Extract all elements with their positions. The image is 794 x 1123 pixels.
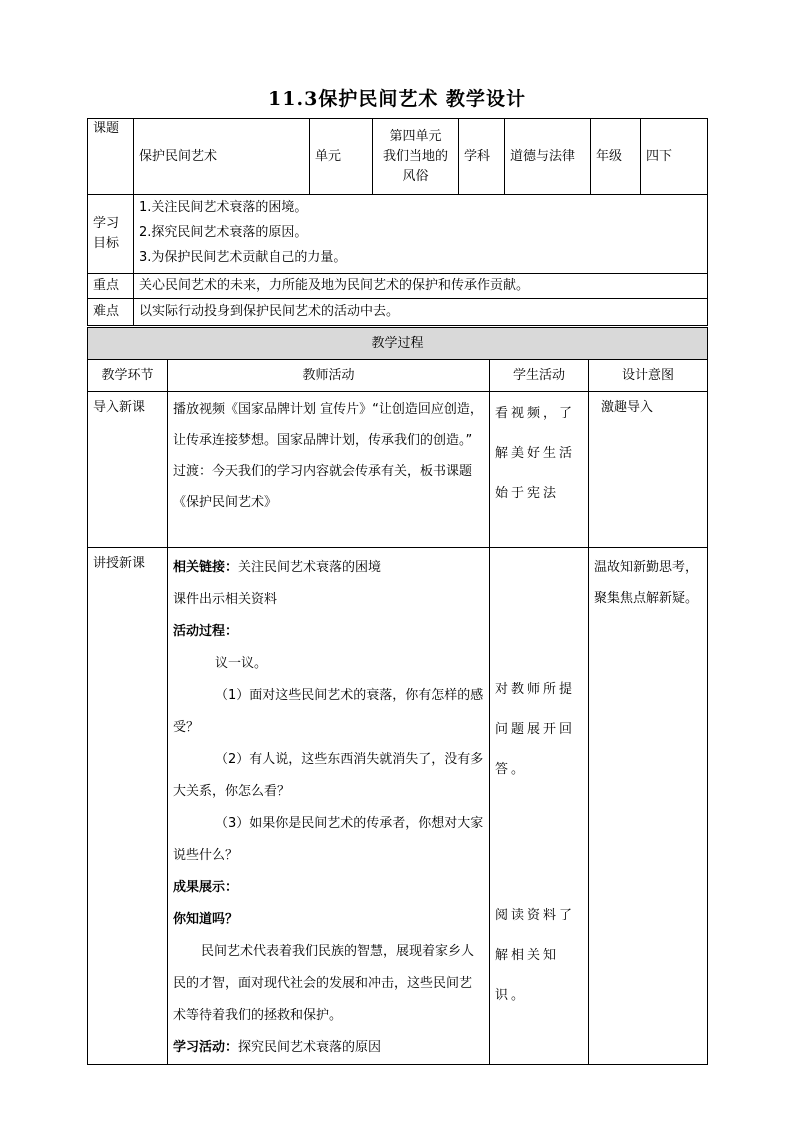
topic-label: 课题 (88, 119, 134, 195)
student-answer-line: 对教师所提 (495, 682, 576, 697)
intro-stage: 导入新课 (88, 392, 168, 548)
result-label: 成果展示： (173, 880, 239, 895)
intro-student-line: 始于宪法 (495, 486, 560, 501)
lecture-teacher (168, 548, 490, 1065)
know-label: 你知道吗？ (173, 912, 239, 927)
unit-value-line: 第四单元 (389, 128, 442, 144)
intro-student-line: 看视频，了 (495, 406, 576, 421)
lecture-intent: 温故知新勤思考，聚集焦点解新疑。 (589, 548, 708, 1065)
spacer (495, 548, 583, 670)
question-1: （1）面对这些民间艺术的衰落，你有怎样的感受？ (173, 688, 484, 735)
student-read-line: 解相关知识。 (495, 948, 560, 1003)
page-title: 11.3保护民间艺术 教学设计 (268, 88, 526, 110)
topic-value: 保护民间艺术 (134, 119, 310, 195)
col-header-student: 学生活动 (490, 360, 589, 392)
student-answer-line: 答。 (495, 762, 528, 777)
link-label: 相关链接： (173, 560, 239, 575)
goal-item: 1.关注民间艺术衰落的困境。 (139, 200, 308, 215)
study-line (173, 1032, 484, 1064)
subject-label: 学科 (459, 119, 505, 195)
lesson-info-table (87, 118, 708, 326)
intro-student-line: 解美好生活 (495, 446, 576, 461)
col-header-stage: 教学环节 (88, 360, 168, 392)
goals-list (134, 195, 708, 274)
question-3: （3）如果你是民间艺术的传承者，你想对大家说些什么？ (173, 816, 484, 863)
grade-value: 四下 (641, 119, 708, 195)
intro-student (490, 392, 589, 548)
know-text: 民间艺术代表着我们民族的智慧，展现着家乡人民的才智，面对现代社会的发展和冲击，这些民间艺术等待着我们的拯救和保护。 (173, 944, 475, 1023)
key-label: 重点 (88, 274, 134, 299)
col-header-teacher: 教师活动 (168, 360, 490, 392)
process-header: 教学过程 (88, 328, 708, 360)
lecture-student (490, 548, 589, 1065)
teaching-process-table (87, 327, 708, 1065)
lecture-row (88, 548, 708, 1065)
unit-value-line: 风俗 (402, 168, 429, 184)
intro-transition-text: 过渡：今天我们的学习内容就会传承有关，板书课题《保护民间艺术》 (173, 464, 473, 510)
courseware-text: 课件出示相关资料 (173, 592, 278, 607)
difficulty-row (88, 299, 708, 326)
unit-value (373, 119, 459, 195)
process-header-row (88, 328, 708, 360)
goals-row (88, 195, 708, 274)
col-header-intent: 设计意图 (589, 360, 708, 392)
difficulty-value: 以实际行动投身到保护民间艺术的活动中去。 (134, 299, 708, 326)
subject-value: 道德与法律 (505, 119, 591, 195)
link-text: 关注民间艺术衰落的困境 (238, 560, 382, 575)
goal-item: 3.为保护民间艺术贡献自己的力量。 (139, 250, 347, 265)
goals-label-line: 学习 (93, 216, 120, 231)
spacer (495, 790, 583, 896)
key-value: 关心民间艺术的未来，力所能及地为民间艺术的保护和传承作贡献。 (134, 274, 708, 299)
intro-intent: 激趣导入 (589, 392, 708, 548)
study-label: 学习活动： (173, 1040, 239, 1055)
difficulty-label: 难点 (88, 299, 134, 326)
goals-label-line: 目标 (93, 236, 120, 251)
key-row (88, 274, 708, 299)
intro-teacher (168, 392, 490, 548)
activity-label: 活动过程： (173, 624, 239, 639)
topic-row (88, 119, 708, 195)
link-line (173, 552, 484, 584)
study-text: 探究民间艺术衰落的原因 (238, 1040, 382, 1055)
column-header-row (88, 360, 708, 392)
student-read-line: 阅读资料了 (495, 908, 576, 923)
discuss-text: 议一议。 (215, 656, 268, 671)
goals-label (88, 195, 134, 274)
intro-teacher-text: 播放视频《国家品牌计划 宣传片》“让创造回应创造，让传承连接梦想。国家品牌计划，传承我们的创造。” (173, 402, 483, 448)
intro-row (88, 392, 708, 548)
question-2: （2）有人说，这些东西消失就消失了，没有多大关系，你怎么看？ (173, 752, 484, 799)
goal-item: 2.探究民间艺术衰落的原因。 (139, 225, 308, 240)
unit-label: 单元 (310, 119, 373, 195)
lecture-stage: 讲授新课 (88, 548, 168, 1065)
unit-value-line: 我们当地的 (382, 148, 448, 164)
grade-label: 年级 (591, 119, 641, 195)
student-answer-line: 问题展开回 (495, 722, 576, 737)
